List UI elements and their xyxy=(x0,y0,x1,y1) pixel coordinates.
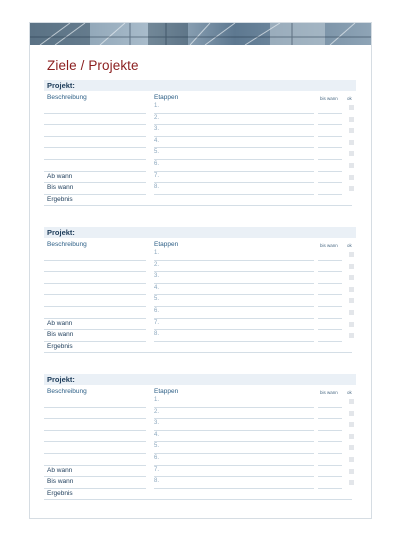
description-entry-line[interactable] xyxy=(44,306,146,307)
stage-number: 3. xyxy=(154,126,160,133)
until-entry-line[interactable] xyxy=(318,306,342,307)
stage-number: 3. xyxy=(154,420,160,427)
stage-done-checkbox[interactable] xyxy=(349,140,354,145)
description-entry-line[interactable] xyxy=(44,465,146,466)
stage-number: 8. xyxy=(154,478,160,485)
stage-done-checkbox[interactable] xyxy=(349,252,354,257)
until-date-label: Bis wann xyxy=(47,184,74,192)
stage-entry-line[interactable] xyxy=(154,441,314,442)
stage-done-checkbox[interactable] xyxy=(349,117,354,122)
stage-done-checkbox[interactable] xyxy=(349,186,354,191)
project-label: Projekt: xyxy=(47,375,75,384)
stage-entry-line[interactable] xyxy=(154,407,314,408)
result-label: Ergebnis xyxy=(47,342,73,350)
stages-column-header: Etappen xyxy=(154,241,179,248)
stage-done-checkbox[interactable] xyxy=(349,264,354,269)
until-column-header: bis wann xyxy=(320,390,338,395)
stage-entry-line[interactable] xyxy=(154,159,314,160)
until-column-header: bis wann xyxy=(320,96,338,101)
description-entry-line[interactable] xyxy=(44,318,146,319)
description-entry-line[interactable] xyxy=(44,407,146,408)
description-entry-line[interactable] xyxy=(44,159,146,160)
stage-done-checkbox[interactable] xyxy=(349,298,354,303)
from-date-label: Ab wann xyxy=(47,319,73,327)
stage-done-checkbox[interactable] xyxy=(349,457,354,462)
stage-entry-line[interactable] xyxy=(154,465,314,466)
stage-number: 4. xyxy=(154,431,160,438)
until-entry-line[interactable] xyxy=(318,124,342,125)
stage-entry-line[interactable] xyxy=(154,147,314,148)
until-date-label: Bis wann xyxy=(47,331,74,339)
stage-entry-line[interactable] xyxy=(154,306,314,307)
stage-done-checkbox[interactable] xyxy=(349,128,354,133)
stage-done-checkbox[interactable] xyxy=(349,287,354,292)
stage-entry-line[interactable] xyxy=(154,294,314,295)
stage-entry-line[interactable] xyxy=(154,194,314,195)
stage-number: 5. xyxy=(154,149,160,156)
stage-done-checkbox[interactable] xyxy=(349,175,354,180)
stage-number: 7. xyxy=(154,172,160,179)
stage-done-checkbox[interactable] xyxy=(349,322,354,327)
stage-entry-line[interactable] xyxy=(154,329,314,330)
until-entry-line[interactable] xyxy=(318,182,342,183)
project-header-bar xyxy=(44,227,356,238)
until-entry-line[interactable] xyxy=(318,294,342,295)
stages-column-header: Etappen xyxy=(154,94,179,101)
description-entry-line[interactable] xyxy=(44,124,146,125)
result-entry-line[interactable] xyxy=(44,352,352,353)
project-header-bar xyxy=(44,374,356,385)
until-entry-line[interactable] xyxy=(318,407,342,408)
header-banner-image xyxy=(30,23,371,45)
stage-entry-line[interactable] xyxy=(154,113,314,114)
description-entry-line[interactable] xyxy=(44,136,146,137)
stage-number: 7. xyxy=(154,466,160,473)
stage-number: 4. xyxy=(154,137,160,144)
description-entry-line[interactable] xyxy=(44,260,146,261)
until-column-header: bis wann xyxy=(320,243,338,248)
stage-done-checkbox[interactable] xyxy=(349,275,354,280)
description-entry-line[interactable] xyxy=(44,271,146,272)
project-section xyxy=(44,227,356,367)
planner-page xyxy=(29,22,372,519)
done-column-header: ok xyxy=(347,96,352,101)
stage-number: 4. xyxy=(154,284,160,291)
until-date-entry-line[interactable] xyxy=(44,341,146,342)
from-date-label: Ab wann xyxy=(47,466,73,474)
description-entry-line[interactable] xyxy=(44,294,146,295)
until-entry-line[interactable] xyxy=(318,341,342,342)
until-entry-line[interactable] xyxy=(318,453,342,454)
stage-number: 6. xyxy=(154,308,160,314)
stage-done-checkbox[interactable] xyxy=(349,469,354,474)
stage-number: 5. xyxy=(154,296,160,303)
page-title: Ziele / Projekte xyxy=(47,58,139,73)
stage-number: 5. xyxy=(154,443,160,450)
done-column-header: ok xyxy=(347,243,352,248)
stage-number: 1. xyxy=(154,103,160,109)
description-column-header: Beschreibung xyxy=(47,388,87,395)
until-entry-line[interactable] xyxy=(318,418,342,419)
until-date-entry-line[interactable] xyxy=(44,488,146,489)
stage-number: 1. xyxy=(154,397,160,403)
stage-entry-line[interactable] xyxy=(154,430,314,431)
stage-number: 7. xyxy=(154,319,160,326)
stage-number: 2. xyxy=(154,261,160,268)
stage-done-checkbox[interactable] xyxy=(349,333,354,338)
until-entry-line[interactable] xyxy=(318,488,342,489)
description-entry-line[interactable] xyxy=(44,171,146,172)
project-section xyxy=(44,374,356,514)
stage-entry-line[interactable] xyxy=(154,136,314,137)
stage-entry-line[interactable] xyxy=(154,341,314,342)
stage-entry-line[interactable] xyxy=(154,260,314,261)
description-entry-line[interactable] xyxy=(44,283,146,284)
stage-done-checkbox[interactable] xyxy=(349,445,354,450)
project-label: Projekt: xyxy=(47,228,75,237)
until-entry-line[interactable] xyxy=(318,260,342,261)
stage-done-checkbox[interactable] xyxy=(349,151,354,156)
until-entry-line[interactable] xyxy=(318,441,342,442)
stage-entry-line[interactable] xyxy=(154,488,314,489)
until-date-entry-line[interactable] xyxy=(44,194,146,195)
done-column-header: ok xyxy=(347,390,352,395)
until-entry-line[interactable] xyxy=(318,430,342,431)
stage-number: 1. xyxy=(154,250,160,256)
stage-number: 6. xyxy=(154,455,160,461)
result-entry-line[interactable] xyxy=(44,499,352,500)
until-entry-line[interactable] xyxy=(318,329,342,330)
result-entry-line[interactable] xyxy=(44,205,352,206)
description-entry-line[interactable] xyxy=(44,453,146,454)
stage-entry-line[interactable] xyxy=(154,171,314,172)
result-label: Ergebnis xyxy=(47,489,73,497)
until-entry-line[interactable] xyxy=(318,171,342,172)
until-entry-line[interactable] xyxy=(318,136,342,137)
stage-number: 8. xyxy=(154,331,160,338)
description-entry-line[interactable] xyxy=(44,430,146,431)
stages-column-header: Etappen xyxy=(154,388,179,395)
stage-entry-line[interactable] xyxy=(154,318,314,319)
stage-done-checkbox[interactable] xyxy=(349,434,354,439)
until-entry-line[interactable] xyxy=(318,113,342,114)
project-label: Projekt: xyxy=(47,81,75,90)
until-entry-line[interactable] xyxy=(318,318,342,319)
stage-entry-line[interactable] xyxy=(154,476,314,477)
stage-entry-line[interactable] xyxy=(154,182,314,183)
until-entry-line[interactable] xyxy=(318,465,342,466)
from-date-entry-line[interactable] xyxy=(44,476,146,477)
stage-done-checkbox[interactable] xyxy=(349,422,354,427)
stage-number: 2. xyxy=(154,408,160,415)
stage-number: 6. xyxy=(154,161,160,167)
description-entry-line[interactable] xyxy=(44,441,146,442)
stage-entry-line[interactable] xyxy=(154,418,314,419)
result-label: Ergebnis xyxy=(47,195,73,203)
stage-done-checkbox[interactable] xyxy=(349,399,354,404)
description-entry-line[interactable] xyxy=(44,113,146,114)
stage-done-checkbox[interactable] xyxy=(349,105,354,110)
stage-done-checkbox[interactable] xyxy=(349,480,354,485)
until-entry-line[interactable] xyxy=(318,283,342,284)
from-date-entry-line[interactable] xyxy=(44,329,146,330)
stage-done-checkbox[interactable] xyxy=(349,310,354,315)
stage-number: 2. xyxy=(154,114,160,121)
until-entry-line[interactable] xyxy=(318,147,342,148)
until-date-label: Bis wann xyxy=(47,478,74,486)
until-entry-line[interactable] xyxy=(318,476,342,477)
stage-done-checkbox[interactable] xyxy=(349,411,354,416)
stage-entry-line[interactable] xyxy=(154,283,314,284)
stage-entry-line[interactable] xyxy=(154,453,314,454)
stage-number: 8. xyxy=(154,184,160,191)
project-header-bar xyxy=(44,80,356,91)
stage-done-checkbox[interactable] xyxy=(349,163,354,168)
project-section xyxy=(44,80,356,220)
from-date-label: Ab wann xyxy=(47,172,73,180)
description-column-header: Beschreibung xyxy=(47,94,87,101)
stage-number: 3. xyxy=(154,273,160,280)
from-date-entry-line[interactable] xyxy=(44,182,146,183)
until-entry-line[interactable] xyxy=(318,194,342,195)
description-entry-line[interactable] xyxy=(44,147,146,148)
stage-entry-line[interactable] xyxy=(154,271,314,272)
until-entry-line[interactable] xyxy=(318,159,342,160)
until-entry-line[interactable] xyxy=(318,271,342,272)
description-column-header: Beschreibung xyxy=(47,241,87,248)
description-entry-line[interactable] xyxy=(44,418,146,419)
stage-entry-line[interactable] xyxy=(154,124,314,125)
